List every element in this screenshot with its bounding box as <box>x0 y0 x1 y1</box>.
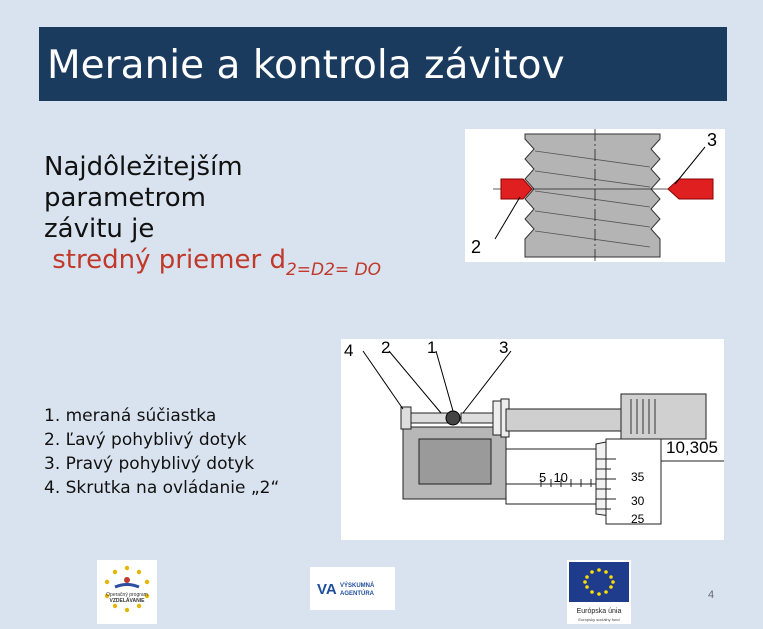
eu-logo <box>567 560 631 624</box>
thread-diagram <box>465 129 725 262</box>
fig2-thimble-35: 35 <box>631 470 645 484</box>
legend-item: 3. Pravý pohyblivý dotyk <box>44 454 255 474</box>
highlight-subscript: 2=D2= DO <box>285 260 382 280</box>
legend-item: 4. Skrutka na ovládanie „2“ <box>44 478 280 498</box>
page-number: 4 <box>708 589 715 601</box>
legend-list <box>44 404 279 500</box>
intro-line: parametrom <box>44 183 206 213</box>
va-text-1: VÝSKUMNÁ <box>340 583 375 589</box>
op-logo-caption-2: VZDELÁVANIE <box>109 598 145 604</box>
va-mark: VA <box>317 581 337 598</box>
fig2-callout-1: 1 <box>427 339 437 357</box>
fig2-sleeve-scale: 5 10 <box>539 470 568 485</box>
vyskumna-agentura-logo <box>310 567 395 610</box>
title-bar <box>39 27 727 101</box>
highlight-text: stredný priemer d <box>52 245 286 275</box>
fig2-thimble-25: 25 <box>631 512 645 526</box>
fig2-thimble-30: 30 <box>631 494 645 508</box>
intro-line: závitu je <box>44 214 155 244</box>
intro-text <box>44 152 381 286</box>
fig2-callout-3: 3 <box>499 339 509 357</box>
highlight-line <box>44 245 381 286</box>
fig2-callout-2: 2 <box>381 339 391 357</box>
eu-subcaption: Európsky sociálny fond <box>578 617 620 622</box>
fig1-label-3: 3 <box>707 130 718 150</box>
eu-caption: Európska únia <box>576 608 622 615</box>
fig1-label-2: 2 <box>471 237 482 257</box>
op-logo-caption-1: Operačný program <box>106 592 148 598</box>
legend-item: 2. Ľavý pohyblivý dotyk <box>44 430 247 450</box>
fig2-callout-4: 4 <box>344 341 354 360</box>
fig2-reading: 10,305 <box>666 438 718 457</box>
op-vzdelavanie-logo <box>97 560 157 624</box>
slide-title: Meranie a kontrola závitov <box>47 43 565 88</box>
va-text-2: AGENTÚRA <box>340 591 374 597</box>
legend-item: 1. meraná súčiastka <box>44 406 217 426</box>
intro-line: Najdôležitejším <box>44 152 243 182</box>
micrometer-diagram <box>341 339 724 540</box>
